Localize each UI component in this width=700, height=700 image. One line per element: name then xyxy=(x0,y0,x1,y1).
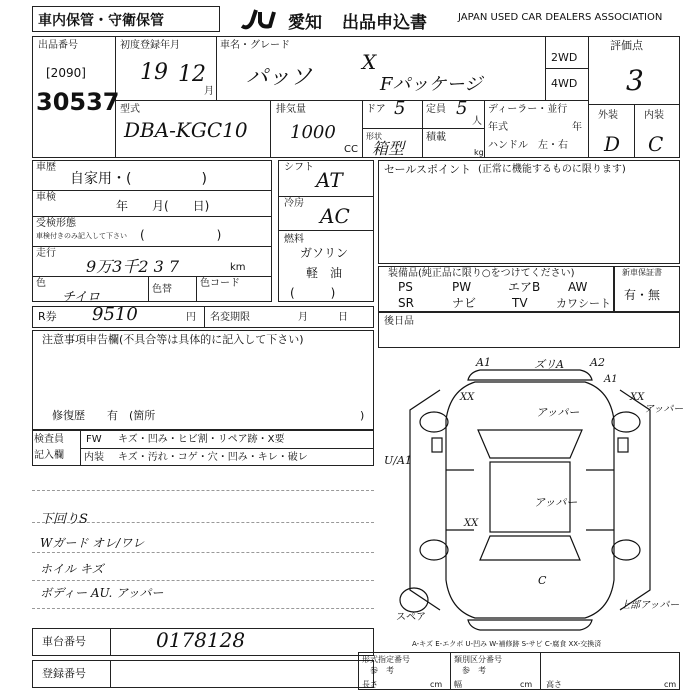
capacity-label: 定員 xyxy=(426,104,446,115)
dmg-upper-right: アッパー xyxy=(644,404,684,415)
sales-point-label: セールスポイント xyxy=(384,163,472,176)
receive-label: 受検形態 xyxy=(36,218,76,229)
equipment-label: 装備品(純正品に限り○をつけてください) xyxy=(388,268,575,279)
car-history-value: 自家用・( ) xyxy=(70,171,207,187)
interior-note-label: 内装 xyxy=(84,452,104,463)
record-label: 記入欄 xyxy=(34,450,64,461)
note-line-3: ホイル キズ xyxy=(40,562,104,576)
displacement-unit: CC xyxy=(344,144,358,155)
association-name: JAPAN USED CAR DEALERS ASSOCIATION xyxy=(458,12,663,23)
model-value: DBA-KGC10 xyxy=(124,118,248,142)
car-name: パッソ xyxy=(246,65,313,90)
model-label: 型式 xyxy=(120,104,140,115)
class-number-label: 類別区分番号 xyxy=(454,655,502,664)
load-unit: kg xyxy=(474,148,484,157)
dmg-u-a1: U/A1 xyxy=(384,454,412,467)
equip-tv: TV xyxy=(512,296,528,310)
recycle-unit: 円 xyxy=(186,312,196,323)
shape-label: 形状 xyxy=(366,132,382,141)
reg-month-unit: 月 xyxy=(204,86,214,97)
handle-label: ハンドル 左・右 xyxy=(488,140,568,151)
damage-legend: A-キズ E-エクボ U-凹み W-補修跡 S-サビ C-腐食 XX-交換済 xyxy=(412,640,602,648)
recycle-label: R券 xyxy=(38,310,57,323)
height-unit: cm xyxy=(664,680,677,689)
chassis-value: 0178128 xyxy=(156,628,246,652)
dmg-upper-hood: アッパー xyxy=(536,406,580,419)
mileage-unit: km xyxy=(230,262,246,273)
ju-logo xyxy=(238,8,286,30)
reg-month: 12 xyxy=(178,62,206,87)
lot-bracket: [2090] xyxy=(46,66,86,80)
equip-sr: SR xyxy=(398,296,414,310)
caution-label: 注意事項申告欄(不具合等は具体的に記入して下さい) xyxy=(42,333,304,346)
interior-score: C xyxy=(648,132,664,156)
dmg-xx-right: XX xyxy=(630,392,645,403)
rating-label: 評価点 xyxy=(610,39,643,52)
fuel-diesel: 軽 油 xyxy=(306,266,343,280)
color-change-label: 色替 xyxy=(152,284,172,295)
receive-value: ( ) xyxy=(140,228,222,242)
dmg-a2: A2 xyxy=(590,356,605,369)
shift-value: AT xyxy=(316,168,343,192)
dmg-a1-side: A1 xyxy=(604,374,618,385)
chassis-label: 車台番号 xyxy=(42,635,86,648)
displacement-label: 排気量 xyxy=(276,104,306,115)
form-title: 出品申込書 xyxy=(342,13,427,33)
color-label: 色 xyxy=(36,278,46,289)
load-label: 積載 xyxy=(426,132,446,143)
warranty-label: 新車保証書 xyxy=(622,268,662,277)
fw-label: FW xyxy=(86,434,102,445)
interior-label: 内装 xyxy=(644,110,664,121)
reg-year: 19 xyxy=(140,60,168,85)
car-grade-package: Fパッケージ xyxy=(380,74,483,95)
car-name-label: 車名・グレード xyxy=(220,40,290,51)
dmg-upper-top: 上部アッパー xyxy=(620,600,680,611)
dmg-xx-left: XX xyxy=(460,392,475,403)
color-value: チイロ xyxy=(62,290,101,305)
rating-score: 3 xyxy=(626,64,644,97)
width-label: 幅 xyxy=(454,680,462,689)
mileage-value: 9万3千2 3 7 xyxy=(86,257,180,276)
drive-2wd: 2WD xyxy=(551,51,578,64)
equip-aw: AW xyxy=(568,280,588,294)
dmg-upper-roof: アッパー xyxy=(534,496,578,509)
fuel-label: 燃料 xyxy=(284,234,304,245)
mileage-label: 走行 xyxy=(36,248,56,259)
equip-pw: PW xyxy=(452,280,472,294)
aircon-label: 冷房 xyxy=(284,198,304,209)
length-label: 長さ xyxy=(362,680,378,689)
height-label: 高さ xyxy=(546,680,562,689)
capacity-value: 5 xyxy=(456,98,468,119)
aircon-value: AC xyxy=(320,204,350,228)
equip-navi: ナビ xyxy=(452,296,477,310)
shape-value: 箱型 xyxy=(372,139,405,158)
repair-close: ) xyxy=(360,409,365,422)
inspector-label: 検査員 xyxy=(34,434,64,445)
length-unit: cm xyxy=(430,680,443,689)
dmg-xx-side: XX xyxy=(464,518,479,529)
later-items-label: 後日品 xyxy=(384,316,414,327)
repair-label: 修復歴 有 (箇所 xyxy=(52,409,156,422)
type-reference: 参 考 xyxy=(370,666,394,675)
fuel-gasoline: ガソリン xyxy=(300,246,349,260)
doors-value: 5 xyxy=(394,98,406,119)
later-items-block xyxy=(378,312,680,348)
spare-label: スペア xyxy=(396,612,426,623)
fw-text: キズ・凹み・ヒビ割・リペア跡・X要 xyxy=(118,434,285,445)
sales-point-note: (正常に機能するものに限ります) xyxy=(478,164,626,175)
first-reg-label: 初度登録年月 xyxy=(120,40,180,51)
dmg-a1-front-left: A1 xyxy=(476,356,491,369)
note-line-1: 下回りS xyxy=(40,512,88,527)
name-change-value: 月 日 xyxy=(298,312,348,323)
equip-leather: カワシート xyxy=(556,297,611,310)
warranty-value: 有・無 xyxy=(624,288,661,302)
receive-note: 車検付きのみ記入して下さい xyxy=(36,232,127,240)
org-name: 愛知 xyxy=(288,13,322,33)
recycle-value: 9510 xyxy=(92,304,138,325)
doors-label: ドア xyxy=(366,104,386,115)
name-change-label: 名変期限 xyxy=(210,312,250,323)
dmg-zuri-a: ズリA xyxy=(534,358,564,371)
section-title-text: 車内保管・守衛保管 xyxy=(38,13,164,29)
shaken-label: 車検 xyxy=(36,192,56,203)
shaken-value: 年 月( 日) xyxy=(116,199,210,213)
reg-label: 登録番号 xyxy=(42,667,86,680)
lot-number: 30537 xyxy=(36,88,120,116)
type-number-label: 形式指定番号 xyxy=(362,655,410,664)
width-unit: cm xyxy=(520,680,533,689)
model-year-label: 年式 xyxy=(488,122,508,133)
note-line-4: ボディー AU. アッパー xyxy=(40,586,164,600)
dmg-c: C xyxy=(538,574,547,587)
model-year-unit: 年 xyxy=(572,122,582,133)
displacement-value: 1000 xyxy=(290,122,336,143)
capacity-unit: 人 xyxy=(472,116,482,127)
equip-ps: PS xyxy=(398,280,413,294)
car-grade: X xyxy=(362,50,377,74)
lot-label: 出品番号 xyxy=(38,40,78,51)
equip-airbag: エアB xyxy=(508,280,541,294)
note-line-2: Wガード オレ/ワレ xyxy=(40,536,145,550)
dealer-label: ディーラー・並行 xyxy=(488,104,568,115)
car-history-label: 車歴 xyxy=(36,162,56,173)
exterior-label: 外装 xyxy=(598,110,618,121)
class-reference: 参 考 xyxy=(462,666,486,675)
color-code-label: 色コード xyxy=(200,278,240,289)
drive-4wd: 4WD xyxy=(551,77,578,90)
fuel-other: ( ) xyxy=(290,286,336,300)
interior-note-text: キズ・汚れ・コゲ・穴・凹み・キレ・破レ xyxy=(118,452,308,463)
exterior-score: D xyxy=(604,132,621,156)
shift-label: シフト xyxy=(284,162,314,173)
